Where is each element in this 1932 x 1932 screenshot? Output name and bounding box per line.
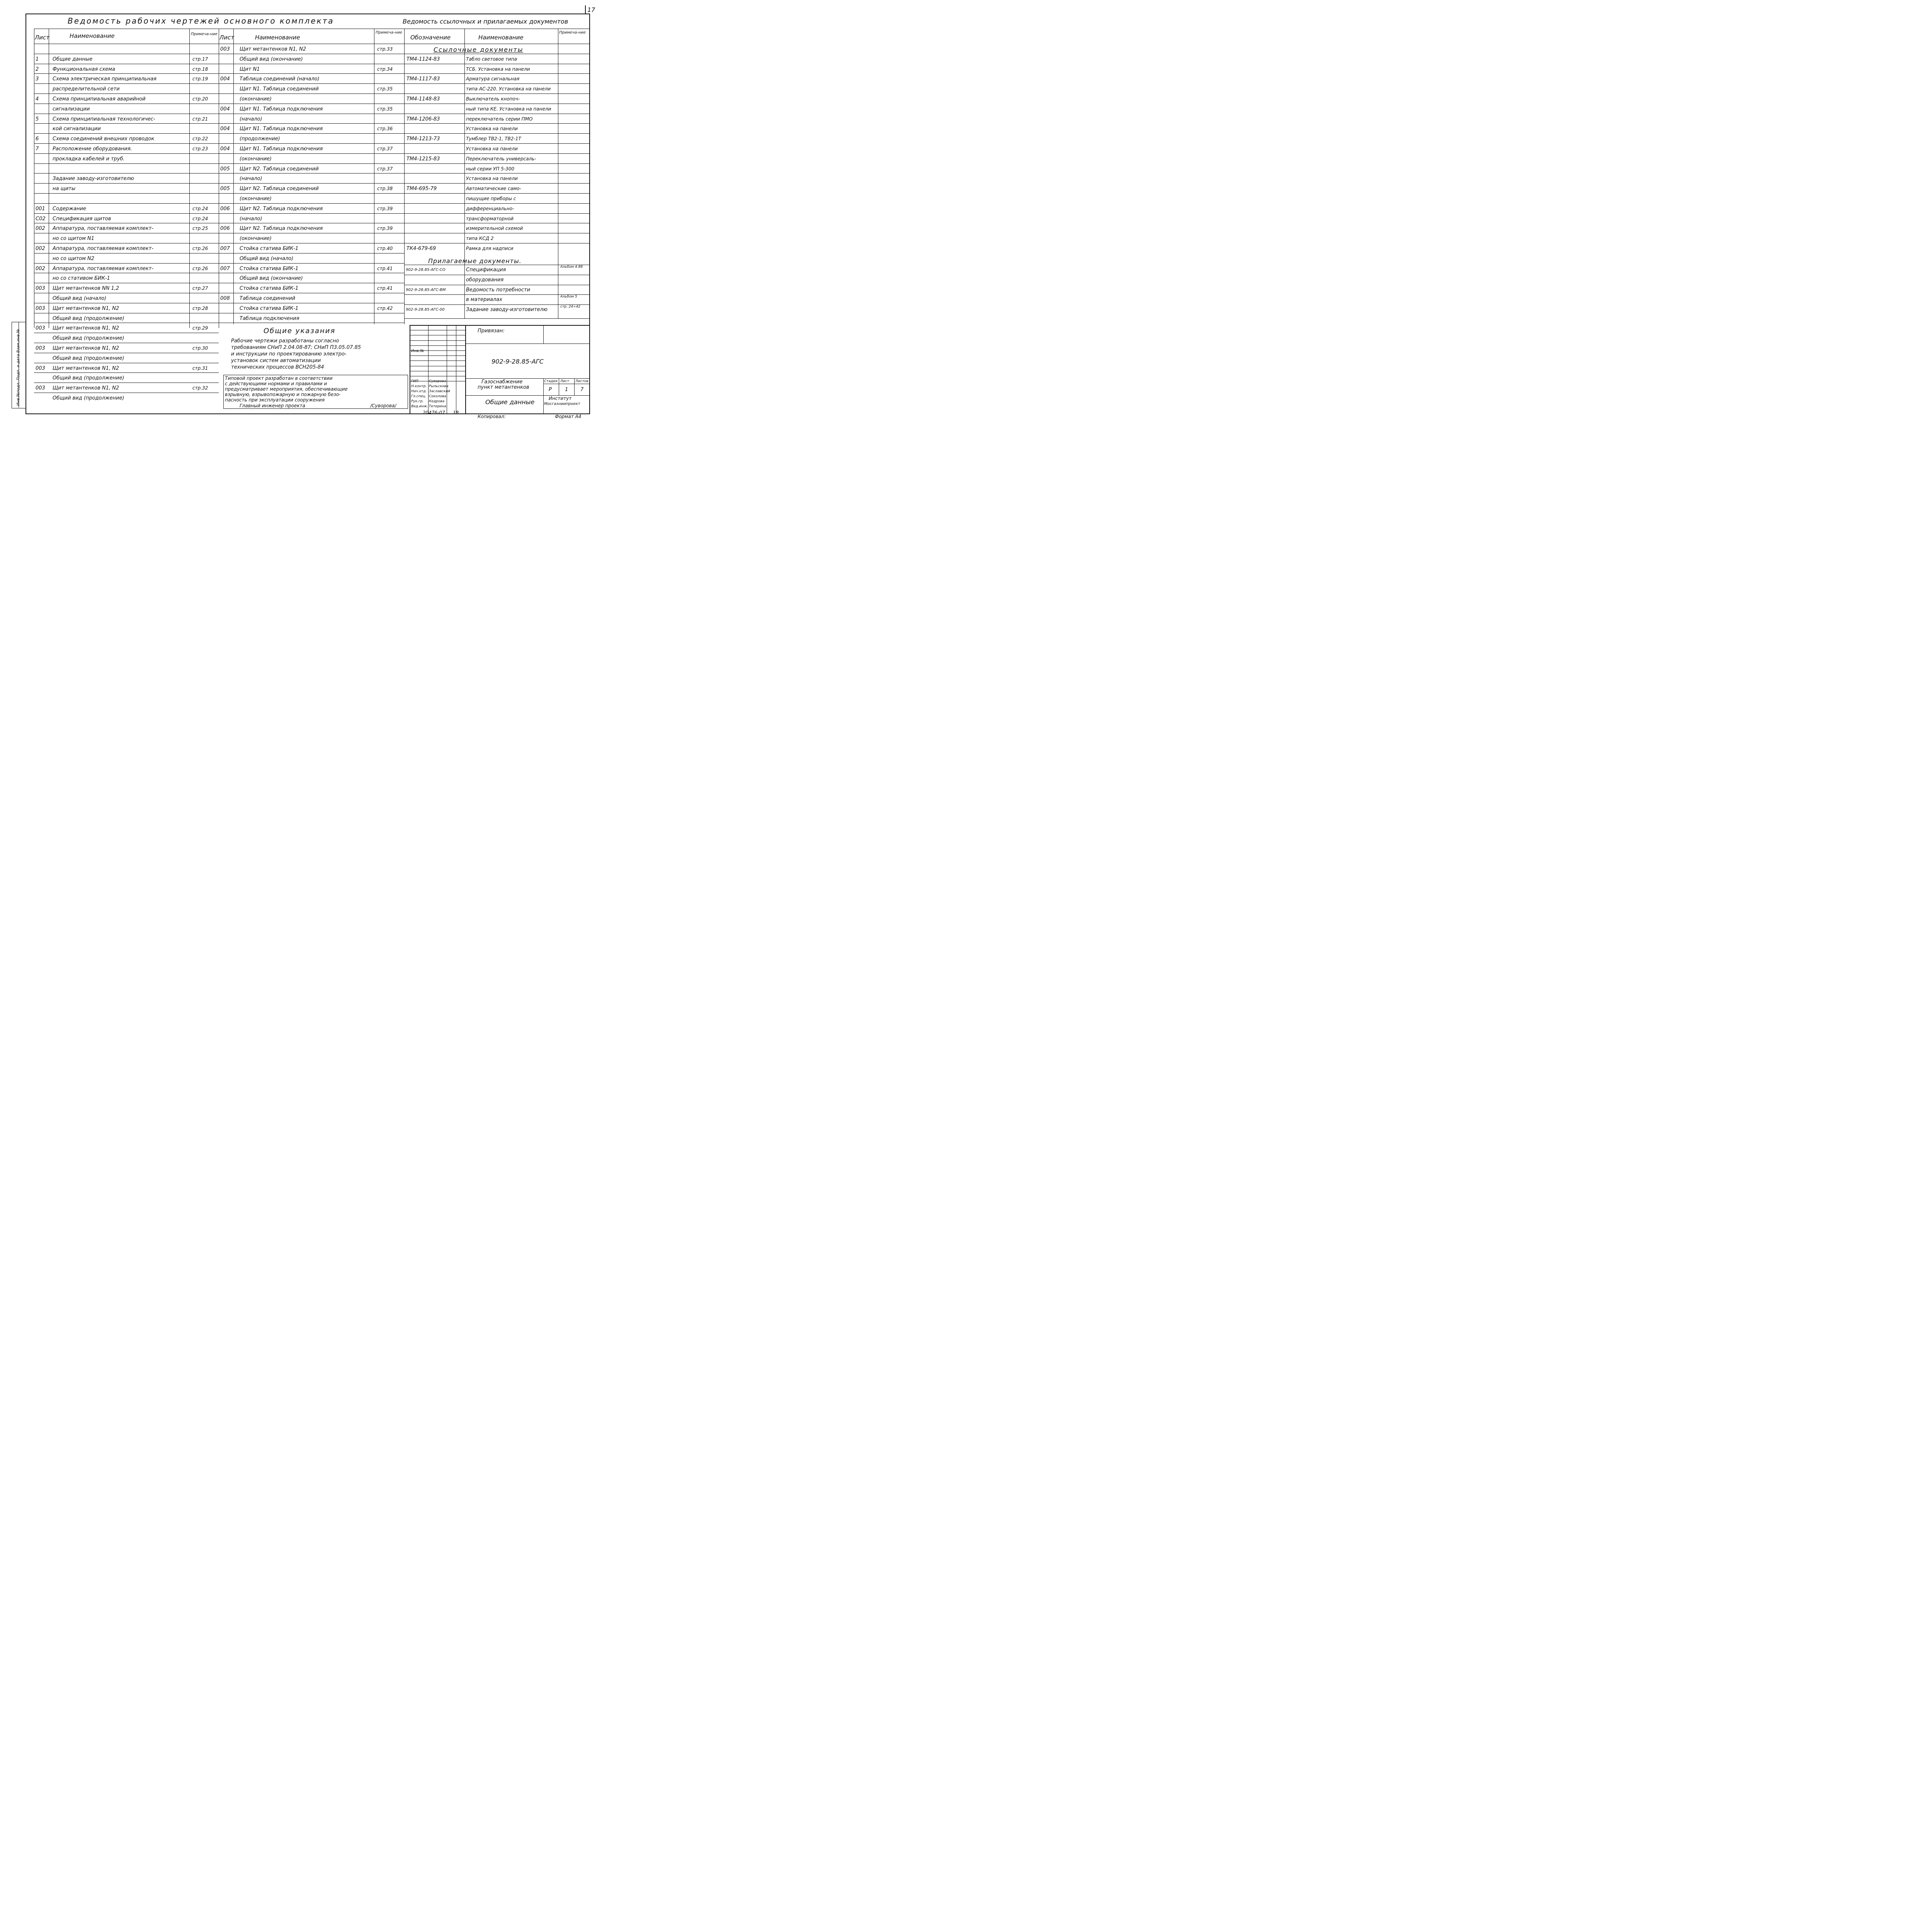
table-row-sheet: 002 (36, 226, 45, 232)
notes-box-line: предусматривает мероприятия, обеспечивающие (225, 386, 348, 392)
table-row-designation: ТМ4-1148-83 (406, 96, 440, 102)
table-row-name: сигнализации (53, 106, 90, 112)
table-row-name: Содержание (53, 206, 86, 212)
table-row-name: Общий вид (продолжение) (53, 375, 124, 381)
table-row-name: Задание заводу-изготовителю (466, 307, 548, 313)
table-row-sheet: 2 (36, 66, 39, 72)
table-row-name: Стойка статива БИК-1 (240, 265, 299, 272)
table-row-name: Щит N1. Таблица подключения (240, 126, 323, 132)
table-row-note: стр.20 (192, 96, 208, 102)
stamp-person-name: Рыльскова (429, 384, 449, 388)
notes-line: требованиям СНиП 2.04.08-87; СНиП П3.05.07.85 (231, 345, 361, 350)
page-number: 17 (587, 6, 595, 14)
table-row-sheet: 003 (36, 345, 45, 351)
stamp-code: 902-9-28.85-АГС (492, 358, 544, 365)
table-row-name: измерительной схемой (466, 226, 523, 231)
table-row-name: Общий вид (продолжение) (53, 315, 124, 321)
table-row-name: Схема принципиальная аварийной (53, 96, 146, 102)
table-row-name: Функциональная схема (53, 66, 115, 72)
table-row-name: на щиты (53, 186, 76, 192)
table-row-sheet: 003 (36, 385, 45, 391)
left-header-name: Наименование (70, 32, 115, 39)
mid-header-sheet: Лист (219, 34, 235, 41)
table-row-name: (окончание) (240, 156, 272, 162)
table-row-name: Щит метантенков N1, N2 (53, 345, 119, 351)
table-row-note: стр.28 (192, 305, 208, 311)
stamp-org: Институт (549, 396, 572, 401)
mid-header-name: Наименование (255, 34, 300, 41)
table-row-name: Общий вид (начало) (53, 296, 107, 301)
table-row-designation: 902-9-28.85-АГС-00 (406, 308, 445, 312)
table-row-designation: ТМ4-695-79 (406, 186, 437, 192)
table-row-name: Щит метантенков N1, N2 (53, 325, 119, 332)
table-row-note: стр.27 (192, 286, 208, 291)
table-row-note: стр.31 (192, 365, 208, 371)
table-row-name: Щит N2. Таблица соединений (240, 166, 319, 172)
table-row-name: Аппаратура, поставляемая комплект- (53, 265, 154, 272)
table-row-designation: ТМ4-1117-83 (406, 76, 440, 82)
table-row-name: Щит метантенков NN 1,2 (53, 286, 119, 292)
table-row-note: стр.22 (192, 136, 208, 142)
table-row-note: стр.39 (377, 226, 393, 231)
table-row-note: стр.25 (192, 226, 208, 231)
table-row-sheet: 007 (220, 265, 230, 272)
table-row-note: стр.24 (192, 206, 208, 211)
table-row-name: оборудования (466, 277, 504, 283)
table-row-name: Табло световое типа (466, 56, 517, 62)
stamp-inv-no: Инв.№ (411, 349, 424, 353)
table-row-name: Аппаратура, поставляемая комплект- (53, 246, 154, 252)
table-row-name: Щит N2. Таблица соединений (240, 186, 319, 192)
table-row-name: Установка на панели (466, 176, 518, 182)
table-row-name: Общий вид (окончание) (240, 56, 303, 62)
notes-line: Рабочие чертежи разработаны согласно (231, 338, 339, 344)
table-row-name: Стойка статива БИК-1 (240, 246, 299, 252)
table-row-note: стр.36 (377, 126, 393, 132)
table-row-sheet: 004 (220, 126, 230, 132)
table-row-name: (начало) (240, 116, 262, 122)
table-row-name: Спецификация щитов (53, 216, 111, 222)
table-row-name: типа КСД 2 (466, 236, 494, 242)
table-row-name: Щит метантенков N1, N2 (53, 385, 119, 391)
table-row-name: Автоматические само- (466, 186, 521, 192)
table-row-sheet: 005 (220, 166, 230, 172)
table-row-name: трансформаторной (466, 216, 514, 221)
footer-format: Формат А4 (555, 414, 582, 419)
left-header-note: Примеча-ние (191, 32, 218, 36)
right-header-note: Примеча-ние (559, 31, 586, 35)
table-row-name: Задание заводу-изготовителю (53, 176, 134, 182)
table-row-note: стр.32 (192, 385, 208, 391)
stamp-person-name: Соколова (429, 395, 446, 398)
table-row-name: Щит N1. Таблица соединений (240, 86, 319, 92)
table-row-note: стр.41 (377, 286, 393, 291)
table-row-sheet: 008 (220, 296, 230, 301)
table-row-note: стр.21 (192, 116, 208, 122)
table-row-name: Таблица подключения (240, 315, 299, 321)
table-row-designation: ТМ4-1213-73 (406, 136, 440, 142)
table-row-name: типа АС-220. Установка на панели (466, 86, 551, 92)
table-row-name: Общий вид (окончание) (240, 276, 303, 282)
footer-copied: Копировал: (478, 414, 506, 419)
attached-heading: Прилагаемые документы. (428, 257, 522, 265)
table-row-name: дифференциально- (466, 206, 514, 211)
stamp-sheet-label: Лист (560, 379, 569, 383)
stamp-stage: Р (549, 387, 552, 393)
table-row-sheet: 003 (36, 286, 45, 292)
stamp-person-name: Заславский (429, 389, 450, 393)
table-row-name: Расположение оборудования. (53, 146, 132, 152)
table-row-sheet: 3 (36, 76, 39, 82)
stamp-person-role: Рук.гр. (411, 400, 424, 403)
table-row-name: Рамка для надписи (466, 246, 514, 251)
footer-num2: 18 (453, 410, 459, 415)
table-row-note: стр.26 (192, 265, 208, 271)
table-row-sheet: 6 (36, 136, 39, 142)
table-row-note: стр.30 (192, 345, 208, 351)
table-row-name: Установка на панели (466, 126, 518, 132)
right-header-designation: Обозначение (410, 34, 451, 41)
table-row-sheet: 003 (36, 325, 45, 332)
table-row-name: Общий вид (продолжение) (53, 395, 124, 401)
table-row-name: Ведомость потребности (466, 287, 531, 293)
table-row-sheet: 002 (36, 246, 45, 252)
table-row-note: Альбом 4.88 (560, 265, 583, 269)
table-row-name: Тумблер ТВ2-1, ТВ2-1Т (466, 136, 521, 142)
table-row-name: Стойка статива БИК-1 (240, 286, 299, 292)
notes-box-line: Типовой проект разработан в соответствии (225, 376, 333, 381)
notes-line: установок систем автоматизации (231, 358, 321, 364)
table-row-note: стр.33 (377, 46, 393, 52)
stamp-sheets: 7 (580, 387, 584, 393)
right-title: Ведомость ссылочных и прилагаемых документов (403, 18, 568, 25)
table-row-name: Щит N2. Таблица подключения (240, 226, 323, 232)
table-row-designation: ТК4-679-69 (406, 246, 436, 252)
stamp-person-name: Тетерина (429, 405, 446, 408)
table-row-sheet: 005 (220, 186, 230, 192)
table-row-designation: ТМ4-1206-83 (406, 116, 440, 122)
notes-box-line: пасность при эксплуатации сооружения (225, 397, 325, 403)
table-row-sheet: 004 (220, 146, 230, 152)
table-row-name: (начало) (240, 176, 262, 182)
side-stamp-text: Инв.№подл. Подп. и дата Взам.инв.№ (16, 329, 20, 406)
table-row-sheet: 5 (36, 116, 39, 122)
stamp-person-name: Кедрова (429, 400, 445, 403)
table-row-name: но со щитом N2 (53, 255, 94, 262)
table-row-note: стр.17 (192, 56, 208, 62)
table-row-note: стр.23 (192, 146, 208, 151)
table-row-sheet: 002 (36, 265, 45, 272)
stamp-sheets-label: Листов (575, 379, 588, 383)
notes-box-line: Главный инженер проекта (240, 403, 305, 408)
table-row-name: ТСБ. Установка на панели (466, 66, 530, 72)
table-row-name: Выключатель кнопоч- (466, 96, 520, 102)
notes-box-line: взрывную, взрывопожарную и пожарную безо- (225, 392, 341, 397)
table-row-name: но со стативом БИК-1 (53, 276, 110, 282)
table-row-name: Схема электрическая принципиальная (53, 76, 157, 82)
footer-number: 20476-07 (423, 410, 445, 415)
table-row-name: (окончание) (240, 236, 272, 242)
stamp-stage-label: Стадия (544, 379, 558, 383)
table-row-sheet: 007 (220, 246, 230, 252)
table-row-name: Аппаратура, поставляемая комплект- (53, 226, 154, 232)
table-row-name: Щит N2. Таблица подключения (240, 206, 323, 212)
table-row-note: стр.37 (377, 166, 393, 172)
general-notes-title: Общие указания (264, 327, 336, 335)
table-row-name: Щит метантенков N1, N2 (53, 305, 119, 311)
stamp-person-role: Гл.спец. (411, 395, 426, 398)
table-row-name: прокладка кабелей и труб. (53, 156, 125, 162)
table-row-note: стр. 24÷42 (560, 305, 581, 309)
stamp-project: Газоснабжение (481, 379, 523, 385)
left-header-sheet: Лист (35, 34, 50, 41)
table-row-note: стр.38 (377, 186, 393, 192)
table-row-name: переключатель серии ПМО (466, 116, 533, 122)
table-row-sheet: 003 (36, 305, 45, 311)
stamp-sheet-title: Общие данные (485, 398, 535, 406)
table-row-name: Щит метантенков N1, N2 (53, 365, 119, 371)
table-row-name: Схема соединений внешних проводок (53, 136, 155, 142)
table-row-designation: ТМ4-1124-83 (406, 56, 440, 62)
table-row-name: Щит N1. Таблица подключения (240, 106, 323, 112)
table-row-name: пишущие приборы с (466, 196, 516, 201)
table-row-note: стр.42 (377, 305, 393, 311)
table-row-name: Щит N1. Таблица подключения (240, 146, 323, 152)
table-row-sheet: 006 (220, 206, 230, 212)
table-row-sheet: С02 (36, 216, 46, 222)
table-row-note: стр.24 (192, 216, 208, 221)
table-row-name: Схема принципиальная технологичес- (53, 116, 155, 122)
table-row-note: стр.35 (377, 86, 393, 92)
table-row-note: стр.29 (192, 325, 208, 331)
table-row-name: Щит метантенков N1, N2 (240, 46, 306, 52)
notes-line: и инструкции по проектированию электро- (231, 351, 347, 357)
table-row-name: Спецификация (466, 267, 506, 273)
table-row-note: стр.18 (192, 66, 208, 72)
stamp-person-role: Н.контр. (411, 384, 427, 388)
table-row-name: (продолжение) (240, 136, 280, 142)
stamp-sheet: 1 (565, 387, 568, 393)
table-row-note: стр.41 (377, 265, 393, 271)
notes-line: технических процессов ВСН205-84 (231, 364, 324, 370)
table-row-name: Щит N1 (240, 66, 260, 72)
mid-header-note: Примеча-ние (376, 31, 402, 35)
notes-box-line: /Суворова/ (370, 403, 396, 408)
stamp-bound: Привязан: (478, 328, 505, 334)
table-row-note: стр.19 (192, 76, 208, 82)
stamp-person-role: Нач.отд. (411, 389, 427, 393)
table-row-name: ный типа КЕ. Установка на панели (466, 106, 551, 112)
table-row-name: ный серии УП 5-300 (466, 166, 514, 172)
table-row-name: (окончание) (240, 196, 272, 202)
table-row-designation: 902-9-28.85-АГС-ВМ (406, 287, 446, 292)
table-row-name: Общий вид (продолжение) (53, 335, 124, 342)
table-row-note: стр.39 (377, 206, 393, 211)
table-row-sheet: 003 (220, 46, 230, 52)
table-row-name: кой сигнализации (53, 126, 101, 132)
table-row-name: Арматура сигнальная (466, 76, 520, 82)
table-row-sheet: 1 (36, 56, 39, 62)
table-row-name: Переключатель универсаль- (466, 156, 536, 162)
stamp-person-name: Суворова (429, 379, 446, 383)
table-row-designation: ТМ4-1215-83 (406, 156, 440, 162)
table-row-name: (окончание) (240, 96, 272, 102)
table-row-name: Общие данные (53, 56, 93, 62)
table-row-name: Стойка статива БИК-1 (240, 305, 299, 311)
table-row-sheet: 001 (36, 206, 45, 212)
table-row-sheet: 004 (220, 76, 230, 82)
table-row-name: Общий вид (продолжение) (53, 355, 124, 361)
stamp-person-role: ГИП (411, 379, 418, 383)
table-row-note: стр.35 (377, 106, 393, 112)
table-row-sheet: 003 (36, 365, 45, 371)
right-header-name: Наименование (478, 34, 524, 41)
table-row-name: (начало) (240, 216, 262, 222)
table-row-name: в материалах (466, 297, 502, 303)
table-row-name: Таблица соединений (240, 296, 296, 301)
table-row-designation: 902-9-28.85-АГС-СО (406, 268, 446, 272)
ref-docs-heading: Ссылочные документы (434, 46, 524, 53)
notes-box-line: с действующими нормами и правилами и (225, 381, 327, 386)
table-row-note: стр.40 (377, 246, 393, 251)
stamp-org2: Мосгазниипроект (544, 402, 580, 406)
table-row-sheet: 006 (220, 226, 230, 232)
table-row-name: Таблица соединений (начало) (240, 76, 320, 82)
frame-right (589, 14, 590, 414)
table-row-name: Общий вид (начало) (240, 255, 294, 262)
table-row-note: Альбом 5 (560, 295, 577, 299)
table-row-note: стр.34 (377, 66, 393, 72)
table-row-name: но со щитом N1 (53, 236, 94, 242)
table-row-name: Установка на панели (466, 146, 518, 151)
table-row-note: стр.26 (192, 246, 208, 251)
table-row-note: стр.37 (377, 146, 393, 151)
stamp-project2: пункт метантенков (478, 384, 529, 390)
stamp-person-role: Вед.инж. (411, 405, 428, 408)
table-row-sheet: 004 (220, 106, 230, 112)
table-row-sheet: 7 (36, 146, 39, 152)
table-row-sheet: 4 (36, 96, 39, 102)
left-title: Ведомость рабочих чертежей основного комплекта (68, 16, 334, 26)
table-row-name: распределительной сети (53, 86, 120, 92)
